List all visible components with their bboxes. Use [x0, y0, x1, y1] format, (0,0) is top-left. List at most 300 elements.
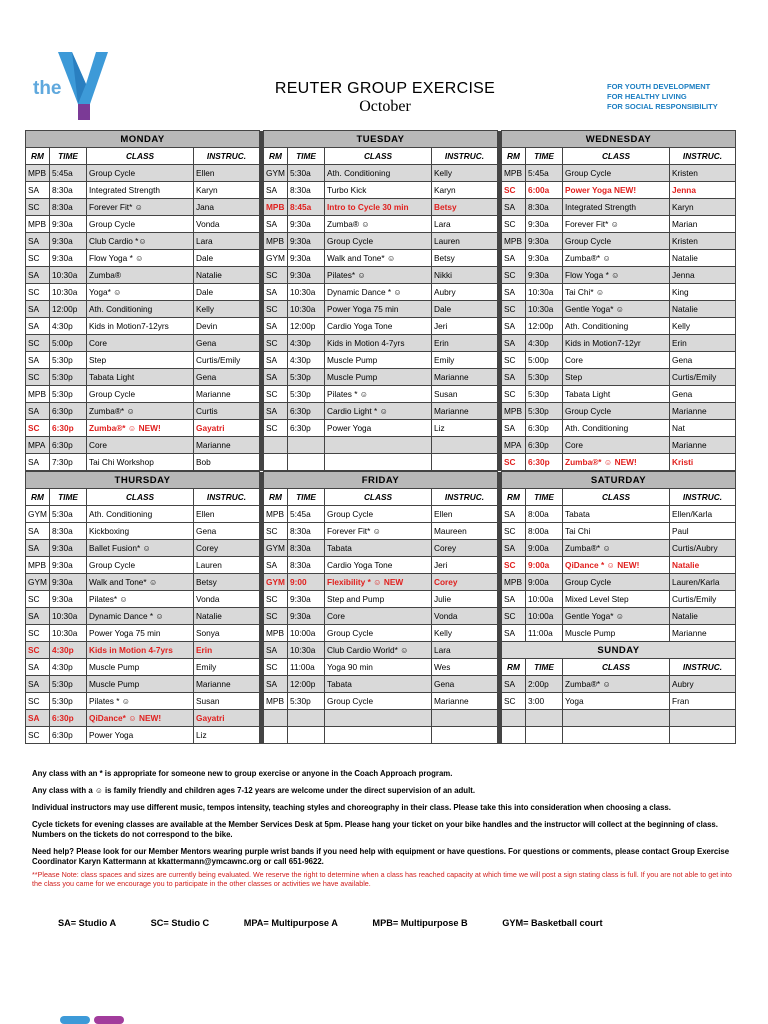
room-cell: SA: [264, 182, 288, 199]
time-cell: 9:30a: [50, 216, 87, 233]
class-cell: Tabata: [325, 540, 432, 557]
instructor-cell: Betsy: [432, 199, 498, 216]
room-cell: SA: [26, 403, 50, 420]
class-cell: Zumba®* ☺: [563, 540, 670, 557]
room-cell: MPB: [264, 199, 288, 216]
room-cell: SA: [26, 352, 50, 369]
room-cell: SA: [502, 625, 526, 642]
time-cell: 9:30a: [526, 250, 563, 267]
instructor-cell: Gena: [194, 335, 260, 352]
room-cell: SC: [26, 335, 50, 352]
class-cell: Ath. Conditioning: [87, 506, 194, 523]
time-cell: 9:30a: [288, 608, 325, 625]
time-cell: 12:00p: [526, 318, 563, 335]
time-cell: 8:30a: [288, 540, 325, 557]
column-header: RM: [26, 489, 50, 506]
class-cell: QiDance * ☺ NEW!: [563, 557, 670, 574]
legend-item: SA= Studio A: [58, 918, 117, 928]
table-row: [26, 693, 736, 710]
time-cell: 5:00p: [50, 335, 87, 352]
column-header: RM: [502, 489, 526, 506]
logo-word: the: [33, 78, 62, 99]
time-cell: [288, 727, 325, 744]
instructor-cell: Natalie: [670, 301, 736, 318]
instructor-cell: Nikki: [432, 267, 498, 284]
class-cell: Group Cycle: [563, 574, 670, 591]
table-row: [26, 335, 736, 352]
time-cell: 8:00a: [526, 523, 563, 540]
time-cell: 6:30p: [526, 437, 563, 454]
room-cell: SC: [502, 454, 526, 471]
class-cell: Gentle Yoga* ☺: [563, 301, 670, 318]
tagline-line: FOR HEALTHY LIVING: [607, 92, 687, 101]
time-cell: 12:00p: [288, 318, 325, 335]
room-cell: SC: [264, 523, 288, 540]
time-cell: 9:30a: [50, 540, 87, 557]
instructor-cell: Corey: [432, 574, 498, 591]
column-header: TIME: [526, 489, 563, 506]
room-cell: MPB: [502, 574, 526, 591]
room-cell: SC: [502, 693, 526, 710]
instructor-cell: Sonya: [194, 625, 260, 642]
class-cell: Zumba® ☺: [325, 216, 432, 233]
time-cell: 9:00a: [526, 574, 563, 591]
column-header: RM: [264, 489, 288, 506]
instructor-cell: Gena: [670, 386, 736, 403]
legend-item: GYM= Basketball court: [502, 918, 603, 928]
time-cell: 5:30p: [50, 676, 87, 693]
class-cell: Ath. Conditioning: [87, 301, 194, 318]
room-cell: SA: [502, 506, 526, 523]
class-cell: [563, 727, 670, 744]
instructor-cell: Vonda: [194, 216, 260, 233]
instructor-cell: Ellen: [194, 506, 260, 523]
time-cell: 10:30a: [50, 608, 87, 625]
time-cell: 9:30a: [526, 216, 563, 233]
class-cell: Kickboxing: [87, 523, 194, 540]
room-cell: SA: [26, 182, 50, 199]
instructor-cell: Marian: [670, 216, 736, 233]
time-cell: 9:30a: [50, 574, 87, 591]
room-cell: SC: [26, 250, 50, 267]
page-title: REUTER GROUP EXERCISE: [274, 80, 496, 97]
time-cell: 6:30p: [50, 403, 87, 420]
class-cell: Muscle Pump: [87, 659, 194, 676]
time-cell: 9:00a: [526, 557, 563, 574]
class-cell: Gentle Yoga* ☺: [563, 608, 670, 625]
instructor-cell: Corey: [432, 540, 498, 557]
time-cell: 11:00a: [288, 659, 325, 676]
time-cell: 10:30a: [526, 301, 563, 318]
room-cell: MPB: [264, 506, 288, 523]
day-header-tuesday: TUESDAY: [264, 131, 498, 148]
class-cell: Tai Chi: [563, 523, 670, 540]
room-cell: MPB: [26, 386, 50, 403]
class-cell: Yoga: [563, 693, 670, 710]
legend-item: MPA= Multipurpose A: [243, 918, 338, 928]
room-cell: [264, 454, 288, 471]
room-cell: SC: [264, 301, 288, 318]
class-cell: Core: [325, 608, 432, 625]
class-cell: Power Yoga: [87, 727, 194, 744]
table-row: [26, 420, 736, 437]
instructor-cell: Lauren/Karla: [670, 574, 736, 591]
instructor-cell: Gena: [194, 369, 260, 386]
table-row: [26, 318, 736, 335]
time-cell: 4:30p: [526, 335, 563, 352]
class-cell: Ath. Conditioning: [325, 165, 432, 182]
time-cell: 5:30p: [50, 693, 87, 710]
instructor-cell: Marianne: [432, 403, 498, 420]
instructor-cell: Jana: [194, 199, 260, 216]
time-cell: 5:30p: [288, 386, 325, 403]
room-cell: MPB: [502, 233, 526, 250]
room-cell: SA: [26, 540, 50, 557]
time-cell: 8:30a: [288, 523, 325, 540]
class-cell: Club Cardio World* ☺: [325, 642, 432, 659]
instructor-cell: Paul: [670, 523, 736, 540]
room-cell: SA: [26, 523, 50, 540]
table-row: [26, 642, 736, 659]
time-cell: 9:30a: [50, 250, 87, 267]
time-cell: [288, 710, 325, 727]
room-cell: SA: [264, 403, 288, 420]
instructor-cell: Bob: [194, 454, 260, 471]
time-cell: 12:00p: [288, 676, 325, 693]
class-cell: [325, 437, 432, 454]
instructor-cell: Jeri: [432, 318, 498, 335]
time-cell: 5:30a: [288, 165, 325, 182]
time-cell: 10:30a: [288, 301, 325, 318]
instructor-cell: Aubry: [432, 284, 498, 301]
class-cell: Muscle Pump: [563, 625, 670, 642]
instructor-cell: Susan: [194, 693, 260, 710]
room-cell: SC: [264, 267, 288, 284]
class-cell: QiDance* ☺ NEW!: [87, 710, 194, 727]
instructor-cell: Dale: [194, 250, 260, 267]
class-cell: Group Cycle: [87, 557, 194, 574]
room-cell: MPB: [502, 165, 526, 182]
instructor-cell: Emily: [194, 659, 260, 676]
note: Individual instructors may use different music, tempos intensity, teaching styles and choreography in their class. Please take this into consideration when choosing a class.: [32, 803, 671, 812]
class-cell: Zumba®* ☺: [563, 676, 670, 693]
table-row: [26, 710, 736, 727]
capacity-warning: **Please Note: class spaces and sizes are currently being evaluated. We reserve the right to determine when a class has reached capacity at which time we will post a sign stating class is full. If you are not able to get into the class you came for we encourage you to participate in the other classes or activities we have available.: [32, 870, 732, 888]
time-cell: 5:45a: [50, 165, 87, 182]
class-cell: Kids in Motion7-12yr: [563, 335, 670, 352]
time-cell: 5:30p: [526, 403, 563, 420]
room-cell: SA: [264, 642, 288, 659]
footer-logo-icon: [60, 1014, 130, 1024]
time-cell: 9:30a: [50, 591, 87, 608]
instructor-cell: Erin: [670, 335, 736, 352]
time-cell: 6:00a: [526, 182, 563, 199]
instructor-cell: Maureen: [432, 523, 498, 540]
instructor-cell: Marianne: [670, 403, 736, 420]
room-cell: SA: [264, 318, 288, 335]
instructor-cell: Curtis: [194, 403, 260, 420]
day-header-monday: MONDAY: [26, 131, 260, 148]
time-cell: 6:30p: [288, 403, 325, 420]
class-cell: Pilates* ☺: [87, 591, 194, 608]
room-cell: SA: [502, 335, 526, 352]
class-cell: Core: [87, 437, 194, 454]
time-cell: [526, 727, 563, 744]
room-cell: SC: [502, 301, 526, 318]
note: Any class with a ☺ is family friendly and children ages 7-12 years are welcome under the direct supervision of an adult.: [32, 786, 475, 795]
room-cell: SA: [26, 267, 50, 284]
instructor-cell: Curtis/Aubry: [670, 540, 736, 557]
tagline-line: FOR SOCIAL RESPONSIBILITY: [607, 102, 718, 111]
time-cell: 5:30p: [50, 386, 87, 403]
time-cell: 5:30p: [288, 369, 325, 386]
time-cell: 6:30p: [288, 420, 325, 437]
instructor-cell: Marianne: [670, 625, 736, 642]
table-row: [26, 250, 736, 267]
time-cell: 10:30a: [288, 642, 325, 659]
instructor-cell: Erin: [432, 335, 498, 352]
instructor-cell: Vonda: [194, 591, 260, 608]
tagline: [607, 82, 718, 112]
table-row: [26, 165, 736, 182]
room-cell: SA: [502, 369, 526, 386]
instructor-cell: [432, 437, 498, 454]
room-legend: [58, 918, 748, 928]
instructor-cell: Betsy: [432, 250, 498, 267]
instructor-cell: Gayatri: [194, 420, 260, 437]
room-cell: SC: [502, 267, 526, 284]
room-cell: SC: [264, 591, 288, 608]
instructor-cell: [432, 454, 498, 471]
instructor-cell: Liz: [432, 420, 498, 437]
column-header: TIME: [288, 489, 325, 506]
table-row: [26, 386, 736, 403]
room-cell: GYM: [264, 574, 288, 591]
class-cell: Group Cycle: [87, 386, 194, 403]
instructor-cell: Marianne: [670, 437, 736, 454]
time-cell: 8:30a: [50, 182, 87, 199]
class-cell: Muscle Pump: [325, 369, 432, 386]
class-cell: Group Cycle: [563, 165, 670, 182]
room-cell: SA: [26, 676, 50, 693]
class-cell: Group Cycle: [325, 233, 432, 250]
instructor-cell: King: [670, 284, 736, 301]
time-cell: 2:00p: [526, 676, 563, 693]
room-cell: SC: [264, 659, 288, 676]
instructor-cell: Lara: [432, 642, 498, 659]
instructor-cell: Marianne: [194, 676, 260, 693]
time-cell: 8:30a: [526, 199, 563, 216]
class-cell: Kids in Motion7-12yrs: [87, 318, 194, 335]
instructor-cell: Kelly: [432, 625, 498, 642]
time-cell: 9:30a: [288, 233, 325, 250]
instructor-cell: [670, 727, 736, 744]
room-cell: SC: [26, 591, 50, 608]
class-cell: Walk and Tone* ☺: [87, 574, 194, 591]
class-cell: Yoga* ☺: [87, 284, 194, 301]
instructor-cell: [432, 710, 498, 727]
room-cell: SA: [502, 284, 526, 301]
day-header-saturday: SATURDAY: [502, 472, 736, 489]
time-cell: 3:00: [526, 693, 563, 710]
time-cell: [526, 710, 563, 727]
class-cell: Tabata Light: [87, 369, 194, 386]
time-cell: 9:30a: [288, 591, 325, 608]
column-header: RM: [26, 148, 50, 165]
class-cell: Cardio Yoga Tone: [325, 557, 432, 574]
room-cell: SA: [26, 301, 50, 318]
time-cell: 9:00: [288, 574, 325, 591]
time-cell: 4:30p: [288, 335, 325, 352]
table-row: [26, 454, 736, 471]
class-cell: Power Yoga 75 min: [87, 625, 194, 642]
table-row: [26, 199, 736, 216]
room-cell: SC: [502, 182, 526, 199]
class-cell: Tabata: [563, 506, 670, 523]
legend-item: SC= Studio C: [150, 918, 210, 928]
instructor-cell: Natalie: [194, 608, 260, 625]
room-cell: SC: [502, 386, 526, 403]
table-row: [26, 216, 736, 233]
room-cell: SA: [26, 659, 50, 676]
instructor-cell: Gena: [194, 523, 260, 540]
class-cell: Zumba®* ☺: [87, 403, 194, 420]
column-header: TIME: [50, 148, 87, 165]
time-cell: 10:30a: [288, 284, 325, 301]
time-cell: 7:30p: [50, 454, 87, 471]
room-cell: MPB: [26, 216, 50, 233]
instructor-cell: Wes: [432, 659, 498, 676]
column-header: RM: [502, 659, 526, 676]
tagline-line: FOR YOUTH DEVELOPMENT: [607, 82, 711, 91]
time-cell: 8:45a: [288, 199, 325, 216]
room-cell: GYM: [26, 506, 50, 523]
class-cell: Pilates* ☺: [325, 267, 432, 284]
class-cell: Tai Chi* ☺: [563, 284, 670, 301]
class-cell: [325, 710, 432, 727]
class-cell: Tabata: [325, 676, 432, 693]
instructor-cell: Curtis/Emily: [670, 369, 736, 386]
instructor-cell: Kelly: [670, 318, 736, 335]
table-row: [26, 352, 736, 369]
instructor-cell: Natalie: [670, 250, 736, 267]
instructor-cell: Karyn: [194, 182, 260, 199]
class-cell: Club Cardio *☺: [87, 233, 194, 250]
instructor-cell: Jeri: [432, 557, 498, 574]
class-cell: Integrated Strength: [87, 182, 194, 199]
time-cell: 10:30a: [526, 284, 563, 301]
page-subtitle: October: [359, 98, 411, 115]
class-cell: [563, 710, 670, 727]
room-cell: [264, 710, 288, 727]
class-cell: Group Cycle: [87, 165, 194, 182]
instructor-cell: Marianne: [194, 386, 260, 403]
class-cell: Core: [563, 437, 670, 454]
time-cell: 9:30a: [50, 557, 87, 574]
room-cell: SC: [26, 642, 50, 659]
table-row: [26, 506, 736, 523]
table-row: [26, 574, 736, 591]
instructor-cell: Karyn: [432, 182, 498, 199]
table-row: [26, 591, 736, 608]
time-cell: 5:30p: [288, 693, 325, 710]
instructor-cell: Devin: [194, 318, 260, 335]
class-cell: Flow Yoga * ☺: [87, 250, 194, 267]
room-cell: SA: [264, 284, 288, 301]
column-header: TIME: [50, 489, 87, 506]
table-row: [26, 676, 736, 693]
time-cell: 6:30p: [526, 420, 563, 437]
schedule-table: [25, 471, 736, 744]
notes: [32, 769, 742, 895]
table-row: [26, 625, 736, 642]
time-cell: 5:30p: [526, 369, 563, 386]
schedule-table: [25, 130, 736, 471]
day-header-wednesday: WEDNESDAY: [502, 131, 736, 148]
time-cell: 6:30p: [526, 454, 563, 471]
table-row: [26, 540, 736, 557]
class-cell: Cardio Light * ☺: [325, 403, 432, 420]
room-cell: SC: [502, 557, 526, 574]
table-row: [26, 659, 736, 676]
room-cell: MPB: [26, 557, 50, 574]
class-cell: Tabata Light: [563, 386, 670, 403]
table-row: [26, 523, 736, 540]
instructor-cell: Corey: [194, 540, 260, 557]
instructor-cell: Fran: [670, 693, 736, 710]
column-header: CLASS: [87, 148, 194, 165]
instructor-cell: [432, 727, 498, 744]
instructor-cell: Ellen: [194, 165, 260, 182]
class-cell: Step: [563, 369, 670, 386]
time-cell: [288, 454, 325, 471]
room-cell: SA: [502, 420, 526, 437]
room-cell: GYM: [264, 250, 288, 267]
instructor-cell: Jenna: [670, 182, 736, 199]
instructor-cell: Erin: [194, 642, 260, 659]
table-row: [26, 301, 736, 318]
class-cell: Cardio Yoga Tone: [325, 318, 432, 335]
instructor-cell: Curtis/Emily: [670, 591, 736, 608]
class-cell: Tai Chi Workshop: [87, 454, 194, 471]
instructor-cell: Curtis/Emily: [194, 352, 260, 369]
room-cell: [502, 727, 526, 744]
time-cell: 5:30p: [50, 352, 87, 369]
class-cell: Group Cycle: [325, 506, 432, 523]
class-cell: Integrated Strength: [563, 199, 670, 216]
room-cell: SC: [502, 523, 526, 540]
time-cell: 5:30p: [526, 386, 563, 403]
note: Cycle tickets for evening classes are available at the Member Services Desk at 5pm. Please hang your ticket on your bike handles and the instructor will collect at the beginning of class. Numbers on the tickets do not correspond to the bike.: [32, 820, 718, 839]
room-cell: SA: [502, 250, 526, 267]
column-header: INSTRUC.: [432, 148, 498, 165]
room-cell: SC: [26, 727, 50, 744]
class-cell: Group Cycle: [563, 403, 670, 420]
day-header-sunday: SUNDAY: [502, 642, 736, 659]
room-cell: GYM: [26, 574, 50, 591]
schedule-bottom: [25, 471, 742, 744]
class-cell: Yoga 90 min: [325, 659, 432, 676]
time-cell: 5:45a: [526, 165, 563, 182]
instructor-cell: Karyn: [670, 199, 736, 216]
time-cell: 6:30p: [50, 727, 87, 744]
column-header: INSTRUC.: [432, 489, 498, 506]
time-cell: 9:30a: [288, 250, 325, 267]
class-cell: Power Yoga 75 min: [325, 301, 432, 318]
room-cell: SC: [264, 335, 288, 352]
class-cell: Ath. Conditioning: [563, 420, 670, 437]
room-cell: SA: [264, 352, 288, 369]
